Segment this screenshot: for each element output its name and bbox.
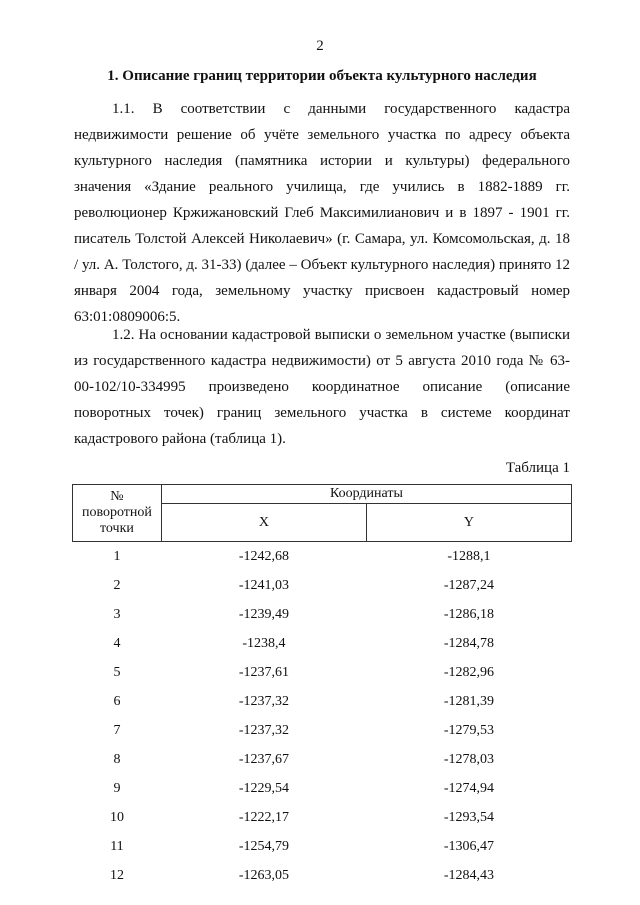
table-row: [73, 716, 572, 745]
cell-y: -1284,43: [443, 868, 495, 883]
table-row: [73, 745, 572, 774]
paragraph-1-1: 1.1. В соответствии с данными государственного кадастра недвижимости решение об учёте земельного участка по адресу объекта культурного наследия (памятника истории и культуры) федерального значения «Здание реального училища, где учились в 1882-1889 гг. революционер Кржижановский Глеб Максимилианович и в 1897 - 1901 гг. писатель Толстой Алексей Николаевич» (г. Самара, ул. Комсомольская, д. 18 / ул. А. Толстого, д. 31-33) (далее – Объект культурного наследия) принято 12 января 2004 года, земельному участку присвоен кадастровый номер 63:01:0809006:5.: [74, 101, 570, 325]
cell-x: -1238,4: [242, 636, 286, 651]
cell-x: -1237,67: [238, 752, 289, 767]
cell-x: -1254,79: [238, 839, 289, 854]
cell-num: 8: [113, 752, 121, 767]
cell-num: 11: [110, 839, 124, 854]
cell-num: 6: [113, 694, 121, 709]
cell-num: 10: [109, 810, 124, 825]
table-row: [73, 600, 572, 629]
cell-num: 4: [113, 636, 121, 651]
cell-y: -1293,54: [443, 810, 495, 825]
cell-x: -1222,17: [238, 810, 289, 825]
cell-num: 1: [113, 549, 121, 564]
cell-y: -1279,53: [443, 723, 495, 738]
coordinates-table: [72, 484, 572, 890]
cell-y: -1306,47: [443, 839, 495, 854]
cell-y: -1282,96: [443, 665, 495, 680]
cell-x: -1239,49: [238, 607, 289, 622]
cell-x: -1237,61: [238, 665, 289, 680]
table-row: [73, 629, 572, 658]
cell-y: -1278,03: [443, 752, 495, 767]
cell-y: -1284,78: [443, 636, 495, 651]
cell-y: -1287,24: [443, 578, 495, 593]
cell-num: 12: [109, 868, 124, 883]
page-number: 2: [316, 38, 324, 54]
table-row: [73, 571, 572, 600]
cell-num: 2: [113, 578, 121, 593]
table-body: [73, 542, 572, 891]
cell-x: -1237,32: [238, 694, 289, 709]
cell-num: 3: [113, 607, 121, 622]
header-y: Y: [366, 504, 571, 542]
header-coordinates: Координаты: [161, 485, 571, 504]
cell-x: -1241,03: [238, 578, 289, 593]
table-row: [73, 774, 572, 803]
table-row: [73, 832, 572, 861]
header-point-number: [73, 485, 162, 542]
cell-num: 5: [113, 665, 121, 680]
cell-num: 9: [113, 781, 121, 796]
table-caption: Таблица 1: [505, 460, 570, 476]
cell-y: -1274,94: [443, 781, 495, 796]
section-heading: 1. Описание границ территории объекта культурного наследия: [107, 68, 537, 84]
table-row: [73, 542, 572, 572]
table-row: [73, 687, 572, 716]
table-row: [73, 658, 572, 687]
paragraph-1-2: 1.2. На основании кадастровой выписки о земельном участке (выписки из государственного кадастра недвижимости) от 5 августа 2010 года № 63-00-102/10-334995 произведено координатное описание (описание поворотных точек) границ земельного участка в системе координат кадастрового района (таблица 1).: [74, 327, 570, 447]
cell-x: -1237,32: [238, 723, 289, 738]
header-point-number-text: № поворотной точки: [81, 489, 152, 536]
table-row: [73, 803, 572, 832]
cell-y: -1288,1: [447, 549, 491, 564]
cell-y: -1281,39: [443, 694, 495, 709]
cell-y: -1286,18: [443, 607, 495, 622]
cell-x: -1242,68: [238, 549, 289, 564]
header-x: X: [161, 504, 366, 542]
cell-num: 7: [113, 723, 121, 738]
cell-x: -1229,54: [238, 781, 289, 796]
table-row: [73, 861, 572, 890]
cell-x: -1263,05: [238, 868, 289, 883]
